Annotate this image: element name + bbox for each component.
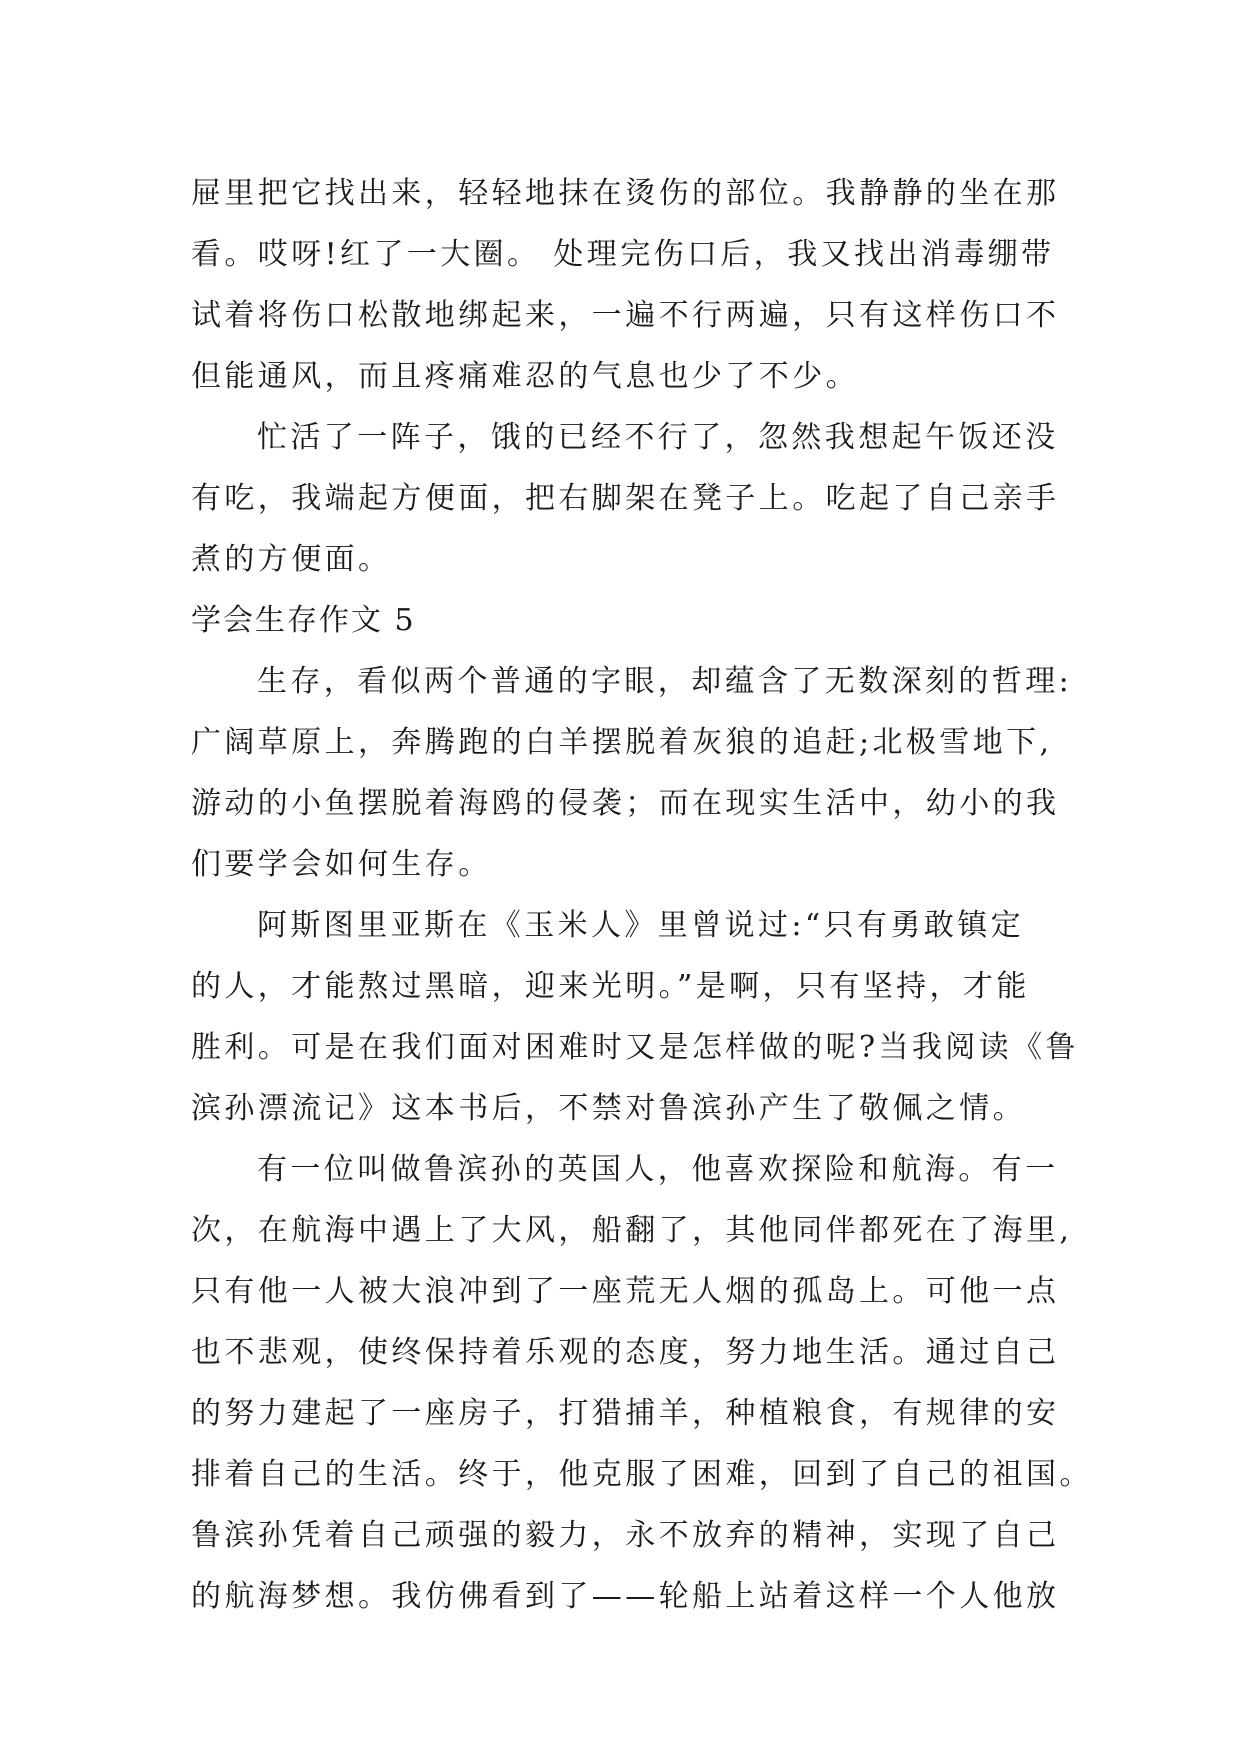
text-line: 看。哎呀!红了一大圈。 处理完伤口后，我又找出消毒绷带 bbox=[191, 237, 1055, 272]
text-line: 鲁滨孙凭着自己顽强的毅力，永不放弃的精神，实现了自己 bbox=[191, 1518, 1060, 1553]
text-line: 的航海梦想。我仿佛看到了——轮船上站着这样一个人他放 bbox=[191, 1579, 1060, 1614]
text-line: 次，在航海中遇上了大风，船翻了，其他同伴都死在了海里, bbox=[191, 1213, 1073, 1248]
text-line: 也不悲观，使终保持着乐观的态度，努力地生活。通过自己 bbox=[191, 1335, 1060, 1370]
text-line: 胜利。可是在我们面对困难时又是怎样做的呢?当我阅读《鲁 bbox=[191, 1030, 1079, 1065]
text-line: 广阔草原上，奔腾跑的白羊摆脱着灰狼的追赶;北极雪地下, bbox=[191, 725, 1053, 760]
text-line: 煮的方便面。 bbox=[191, 542, 392, 577]
text-line: 滨孙漂流记》这本书后，不禁对鲁滨孙产生了敬佩之情。 bbox=[191, 1091, 1026, 1126]
text-line: 试着将伤口松散地绑起来，一遍不行两遍，只有这样伤口不 bbox=[191, 298, 1060, 333]
text-line: 阿斯图里亚斯在《玉米人》里曾说过:“只有勇敢镇定 bbox=[257, 908, 1025, 943]
text-line: 有一位叫做鲁滨孙的英国人，他喜欢探险和航海。有一 bbox=[257, 1152, 1059, 1187]
text-line: 但能通风，而且疼痛难忍的气息也少了不少。 bbox=[191, 359, 859, 394]
text-line: 生存，看似两个普通的字眼，却蕴含了无数深刻的哲理: bbox=[257, 664, 1073, 699]
text-line: 排着自己的生活。终于，他克服了困难，回到了自己的祖国。 bbox=[191, 1457, 1093, 1492]
text-line: 有吃，我端起方便面，把右脚架在凳子上。吃起了自己亲手 bbox=[191, 481, 1060, 516]
document-body bbox=[191, 163, 1093, 1627]
text-line: 忙活了一阵子，饿的已经不行了，忽然我想起午饭还没 bbox=[257, 420, 1059, 455]
text-line: 屉里把它找出来，轻轻地抹在烫伤的部位。我静静的坐在那 bbox=[191, 176, 1060, 211]
text-line: 游动的小鱼摆脱着海鸥的侵袭；而在现实生活中，幼小的我 bbox=[191, 786, 1060, 821]
text-line: 只有他一人被大浪冲到了一座荒无人烟的孤岛上。可他一点 bbox=[191, 1274, 1060, 1309]
text-line: 的人，才能熬过黑暗，迎来光明。”是啊，只有坚持，才能 bbox=[191, 969, 1030, 1004]
text-line: 的努力建起了一座房子，打猎捕羊，种植粮食，有规律的安 bbox=[191, 1396, 1060, 1431]
section-heading: 学会生存作文 5 bbox=[191, 603, 416, 638]
text-line: 们要学会如何生存。 bbox=[191, 847, 492, 882]
